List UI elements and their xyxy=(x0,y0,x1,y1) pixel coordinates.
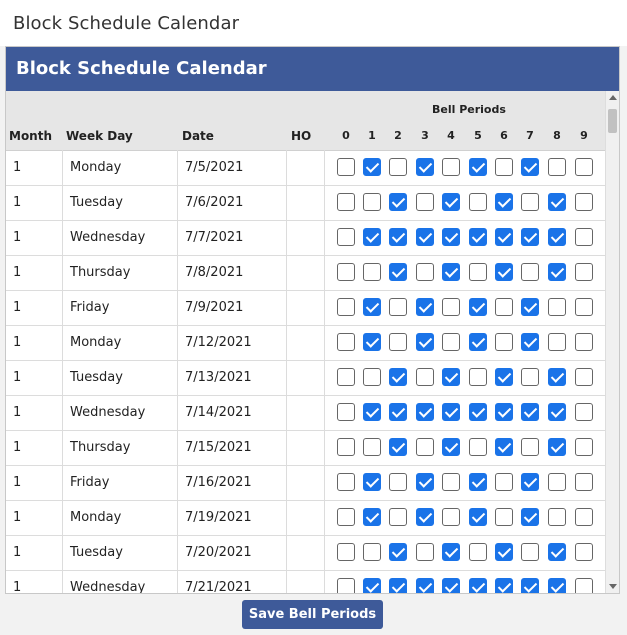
month-cell: 1 xyxy=(6,430,63,465)
table-row xyxy=(6,570,606,593)
header-bell-periods: Bell Periods xyxy=(432,103,506,116)
period-checkbox[interactable] xyxy=(548,508,566,526)
month-cell: 1 xyxy=(6,360,63,395)
period-checkbox[interactable] xyxy=(575,228,593,246)
date-cell: 7/14/2021 xyxy=(178,395,287,430)
ho-cell xyxy=(287,150,325,185)
date-cell: 7/9/2021 xyxy=(178,290,287,325)
scroll-down-icon[interactable] xyxy=(609,584,617,589)
period-checkbox[interactable] xyxy=(469,508,487,526)
period-checkbox[interactable] xyxy=(548,193,566,211)
save-bell-periods-button[interactable]: Save Bell Periods xyxy=(242,600,383,629)
period-checkbox[interactable] xyxy=(521,403,539,421)
period-checkbox[interactable] xyxy=(363,228,381,246)
period-checkbox[interactable] xyxy=(442,263,460,281)
period-checkbox[interactable] xyxy=(548,333,566,351)
period-checkbox[interactable] xyxy=(495,158,513,176)
weekday-cell: Monday xyxy=(63,325,178,360)
date-cell: 7/16/2021 xyxy=(178,465,287,500)
period-checkbox[interactable] xyxy=(442,298,460,316)
period-checkbox[interactable] xyxy=(337,578,355,593)
scroll-thumb[interactable] xyxy=(608,109,617,133)
period-checkbox[interactable] xyxy=(495,473,513,491)
date-cell: 7/7/2021 xyxy=(178,220,287,255)
period-checkbox[interactable] xyxy=(363,193,381,211)
period-checkbox[interactable] xyxy=(469,263,487,281)
period-checkbox[interactable] xyxy=(521,438,539,456)
period-checkbox[interactable] xyxy=(548,298,566,316)
date-cell: 7/19/2021 xyxy=(178,500,287,535)
period-header: 3 xyxy=(421,129,429,142)
month-cell: 1 xyxy=(6,185,63,220)
month-cell: 1 xyxy=(6,500,63,535)
weekday-cell: Wednesday xyxy=(63,395,178,430)
table-row xyxy=(6,325,606,361)
period-checkbox[interactable] xyxy=(548,158,566,176)
period-checkbox[interactable] xyxy=(548,228,566,246)
period-checkbox[interactable] xyxy=(363,158,381,176)
period-checkbox[interactable] xyxy=(363,473,381,491)
panel-title: Block Schedule Calendar xyxy=(16,58,267,79)
period-checkbox[interactable] xyxy=(469,193,487,211)
schedule-grid xyxy=(6,91,619,593)
ho-cell xyxy=(287,570,325,593)
table-row xyxy=(6,220,606,256)
table-row xyxy=(6,360,606,396)
table-header xyxy=(6,91,606,151)
period-checkbox[interactable] xyxy=(575,473,593,491)
panel-header xyxy=(6,47,619,91)
period-checkbox[interactable] xyxy=(548,578,566,593)
period-checkbox[interactable] xyxy=(521,578,539,593)
period-checkbox[interactable] xyxy=(389,228,407,246)
period-checkbox[interactable] xyxy=(389,263,407,281)
period-checkbox[interactable] xyxy=(337,193,355,211)
period-checkbox[interactable] xyxy=(416,403,434,421)
period-checkbox[interactable] xyxy=(469,228,487,246)
weekday-cell: Monday xyxy=(63,150,178,185)
ho-cell xyxy=(287,220,325,255)
period-checkbox[interactable] xyxy=(389,368,407,386)
ho-cell xyxy=(287,430,325,465)
period-checkbox[interactable] xyxy=(416,368,434,386)
ho-cell xyxy=(287,325,325,360)
period-checkbox[interactable] xyxy=(469,578,487,593)
page-title: Block Schedule Calendar xyxy=(13,13,240,34)
month-cell: 1 xyxy=(6,325,63,360)
period-checkbox[interactable] xyxy=(469,368,487,386)
month-cell: 1 xyxy=(6,535,63,570)
period-checkbox[interactable] xyxy=(389,438,407,456)
period-checkbox[interactable] xyxy=(521,508,539,526)
period-checkbox[interactable] xyxy=(337,543,355,561)
weekday-cell: Thursday xyxy=(63,255,178,290)
period-checkbox[interactable] xyxy=(363,578,381,593)
period-checkbox[interactable] xyxy=(575,298,593,316)
period-checkbox[interactable] xyxy=(416,193,434,211)
scroll-up-icon[interactable] xyxy=(609,95,617,100)
period-checkbox[interactable] xyxy=(337,298,355,316)
period-checkbox[interactable] xyxy=(548,543,566,561)
period-checkbox[interactable] xyxy=(442,403,460,421)
period-checkbox[interactable] xyxy=(337,403,355,421)
period-checkbox[interactable] xyxy=(495,543,513,561)
period-checkbox[interactable] xyxy=(337,263,355,281)
period-checkbox[interactable] xyxy=(416,228,434,246)
period-checkbox[interactable] xyxy=(575,403,593,421)
ho-cell xyxy=(287,360,325,395)
period-checkbox[interactable] xyxy=(389,543,407,561)
weekday-cell: Tuesday xyxy=(63,360,178,395)
period-checkbox[interactable] xyxy=(469,403,487,421)
weekday-cell: Thursday xyxy=(63,430,178,465)
period-checkbox[interactable] xyxy=(363,333,381,351)
period-checkbox[interactable] xyxy=(363,438,381,456)
period-checkbox[interactable] xyxy=(416,298,434,316)
period-checkbox[interactable] xyxy=(495,263,513,281)
date-cell: 7/13/2021 xyxy=(178,360,287,395)
period-checkbox[interactable] xyxy=(363,263,381,281)
period-checkbox[interactable] xyxy=(469,438,487,456)
period-checkbox[interactable] xyxy=(389,578,407,593)
period-checkbox[interactable] xyxy=(442,228,460,246)
ho-cell xyxy=(287,500,325,535)
period-checkbox[interactable] xyxy=(548,438,566,456)
table-row xyxy=(6,535,606,571)
header-weekday: Week Day xyxy=(66,129,133,143)
period-checkbox[interactable] xyxy=(442,158,460,176)
period-checkbox[interactable] xyxy=(337,158,355,176)
period-checkbox[interactable] xyxy=(337,333,355,351)
weekday-cell: Friday xyxy=(63,290,178,325)
period-checkbox[interactable] xyxy=(363,298,381,316)
date-cell: 7/5/2021 xyxy=(178,150,287,185)
table-row xyxy=(6,150,606,186)
period-header: 5 xyxy=(474,129,482,142)
ho-cell xyxy=(287,395,325,430)
period-checkbox[interactable] xyxy=(548,403,566,421)
month-cell: 1 xyxy=(6,255,63,290)
period-checkbox[interactable] xyxy=(521,368,539,386)
period-header: 2 xyxy=(394,129,402,142)
period-header: 6 xyxy=(500,129,508,142)
period-checkbox[interactable] xyxy=(442,543,460,561)
period-checkbox[interactable] xyxy=(442,508,460,526)
period-checkbox[interactable] xyxy=(521,228,539,246)
month-cell: 1 xyxy=(6,395,63,430)
period-checkbox[interactable] xyxy=(469,298,487,316)
period-checkbox[interactable] xyxy=(521,473,539,491)
period-checkbox[interactable] xyxy=(495,298,513,316)
period-checkbox[interactable] xyxy=(416,438,434,456)
table-row xyxy=(6,500,606,536)
date-cell: 7/20/2021 xyxy=(178,535,287,570)
header-month: Month xyxy=(9,129,53,143)
weekday-cell: Friday xyxy=(63,465,178,500)
period-checkbox[interactable] xyxy=(521,333,539,351)
period-checkbox[interactable] xyxy=(521,158,539,176)
period-checkbox[interactable] xyxy=(363,508,381,526)
ho-cell xyxy=(287,255,325,290)
period-checkbox[interactable] xyxy=(442,333,460,351)
period-checkbox[interactable] xyxy=(575,438,593,456)
ho-cell xyxy=(287,290,325,325)
month-cell: 1 xyxy=(6,290,63,325)
period-checkbox[interactable] xyxy=(389,473,407,491)
period-checkbox[interactable] xyxy=(337,368,355,386)
period-checkbox[interactable] xyxy=(416,578,434,593)
weekday-cell: Tuesday xyxy=(63,535,178,570)
period-checkbox[interactable] xyxy=(575,158,593,176)
period-checkbox[interactable] xyxy=(442,438,460,456)
period-checkbox[interactable] xyxy=(416,543,434,561)
period-checkbox[interactable] xyxy=(521,193,539,211)
schedule-panel xyxy=(5,46,620,594)
header-ho: HO xyxy=(291,129,312,143)
period-checkbox[interactable] xyxy=(416,263,434,281)
period-checkbox[interactable] xyxy=(495,438,513,456)
period-checkbox[interactable] xyxy=(337,228,355,246)
period-checkbox[interactable] xyxy=(442,368,460,386)
period-checkbox[interactable] xyxy=(363,403,381,421)
table-row xyxy=(6,185,606,221)
period-checkbox[interactable] xyxy=(495,578,513,593)
period-header: 1 xyxy=(368,129,376,142)
period-checkbox[interactable] xyxy=(575,193,593,211)
weekday-cell: Monday xyxy=(63,500,178,535)
month-cell: 1 xyxy=(6,150,63,185)
period-checkbox[interactable] xyxy=(521,298,539,316)
period-checkbox[interactable] xyxy=(389,298,407,316)
date-cell: 7/12/2021 xyxy=(178,325,287,360)
month-cell: 1 xyxy=(6,220,63,255)
period-header: 4 xyxy=(447,129,455,142)
period-checkbox[interactable] xyxy=(495,508,513,526)
period-checkbox[interactable] xyxy=(337,508,355,526)
period-checkbox[interactable] xyxy=(363,368,381,386)
period-checkbox[interactable] xyxy=(416,333,434,351)
period-checkbox[interactable] xyxy=(337,438,355,456)
period-checkbox[interactable] xyxy=(495,333,513,351)
period-header: 7 xyxy=(526,129,534,142)
period-checkbox[interactable] xyxy=(389,193,407,211)
ho-cell xyxy=(287,185,325,220)
period-checkbox[interactable] xyxy=(389,403,407,421)
period-checkbox[interactable] xyxy=(575,508,593,526)
period-checkbox[interactable] xyxy=(575,333,593,351)
period-checkbox[interactable] xyxy=(442,193,460,211)
period-checkbox[interactable] xyxy=(495,403,513,421)
ho-cell xyxy=(287,465,325,500)
month-cell: 1 xyxy=(6,465,63,500)
table-row xyxy=(6,290,606,326)
period-checkbox[interactable] xyxy=(469,473,487,491)
period-checkbox[interactable] xyxy=(521,263,539,281)
weekday-cell: Wednesday xyxy=(63,570,178,593)
period-checkbox[interactable] xyxy=(416,508,434,526)
period-checkbox[interactable] xyxy=(495,368,513,386)
period-checkbox[interactable] xyxy=(469,158,487,176)
period-checkbox[interactable] xyxy=(548,368,566,386)
table-row xyxy=(6,255,606,291)
period-checkbox[interactable] xyxy=(548,263,566,281)
table-row xyxy=(6,465,606,501)
period-checkbox[interactable] xyxy=(548,473,566,491)
period-checkbox[interactable] xyxy=(575,543,593,561)
period-header: 8 xyxy=(553,129,561,142)
month-cell: 1 xyxy=(6,570,63,593)
date-cell: 7/6/2021 xyxy=(178,185,287,220)
period-checkbox[interactable] xyxy=(469,543,487,561)
date-cell: 7/15/2021 xyxy=(178,430,287,465)
date-cell: 7/21/2021 xyxy=(178,570,287,593)
table-row xyxy=(6,395,606,431)
period-checkbox[interactable] xyxy=(442,473,460,491)
date-cell: 7/8/2021 xyxy=(178,255,287,290)
period-header: 0 xyxy=(342,129,350,142)
weekday-cell: Tuesday xyxy=(63,185,178,220)
period-checkbox[interactable] xyxy=(416,473,434,491)
period-checkbox[interactable] xyxy=(495,193,513,211)
header-date: Date xyxy=(182,129,214,143)
ho-cell xyxy=(287,535,325,570)
vertical-scrollbar[interactable] xyxy=(605,91,619,593)
period-checkbox[interactable] xyxy=(575,578,593,593)
period-header: 9 xyxy=(580,129,588,142)
period-checkbox[interactable] xyxy=(337,473,355,491)
period-checkbox[interactable] xyxy=(521,543,539,561)
period-checkbox[interactable] xyxy=(469,333,487,351)
top-bar xyxy=(0,0,627,46)
period-checkbox[interactable] xyxy=(575,263,593,281)
period-checkbox[interactable] xyxy=(442,578,460,593)
period-checkbox[interactable] xyxy=(389,508,407,526)
period-checkbox[interactable] xyxy=(389,158,407,176)
period-checkbox[interactable] xyxy=(389,333,407,351)
period-checkbox[interactable] xyxy=(575,368,593,386)
period-checkbox[interactable] xyxy=(363,543,381,561)
period-checkbox[interactable] xyxy=(416,158,434,176)
period-checkbox[interactable] xyxy=(495,228,513,246)
table-row xyxy=(6,430,606,466)
weekday-cell: Wednesday xyxy=(63,220,178,255)
